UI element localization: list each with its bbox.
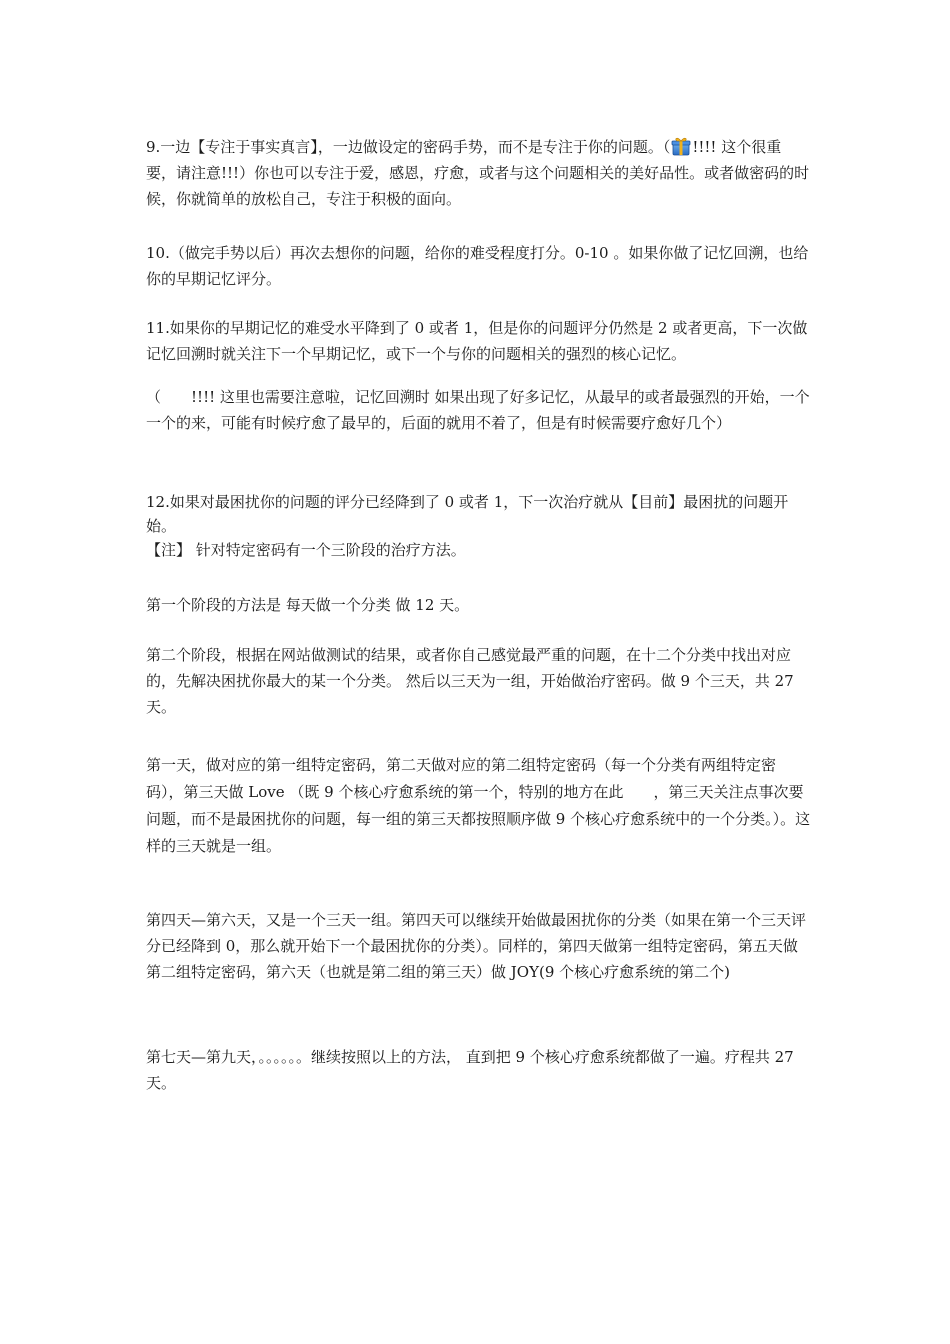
paragraph-stage-2: 第二个阶段，根据在网站做测试的结果，或者你自己感觉最严重的问题，在十二个分类中找出对应的，先解决困扰你最大的某一个分类。 然后以三天为一组，开始做治疗密码。做 9 个三天，共 27 天。 <box>146 646 794 716</box>
paragraph-step-10: 10.（做完手势以后）再次去想你的问题，给你的难受程度打分。0-10 。如果你做了记忆回溯，也给你的早期记忆评分。 <box>146 244 809 288</box>
memory-note-text: !!!! 这里也需要注意啦，记忆回溯时 如果出现了好多记忆，从最早的或者最强烈的开始，一个一个的来，可能有时候疗愈了最早的，后面的就用不着了，但是有时候需要疗愈好几个） <box>146 388 810 432</box>
memory-note-open-paren: （ <box>146 388 162 406</box>
step-9-text-start: 9.一边【专注于事实真言】，一边做设定的密码手势，而不是专注于你的问题。（ <box>146 138 671 156</box>
day-1-text-start: 第一天，做对应的第一组特定密码，第二天做对应的第二组特定密码（每一个分类有两组特定密码），第三天做 Love （既 9 个核心疗愈系统的第一个，特别的地方在此 <box>146 756 777 801</box>
paragraph-step-9 <box>146 134 811 212</box>
paragraph-step-11: 11.如果你的早期记忆的难受水平降到了 0 或者 1，但是你的问题评分仍然是 2 或者更高，下一次做记忆回溯时就关注下一个早期记忆，或下一个与你的问题相关的强烈的核心记忆。 <box>146 319 808 363</box>
paragraph-day-1 <box>146 752 811 860</box>
paragraph-memory-note <box>146 384 811 436</box>
paragraph-stage-1: 第一个阶段的方法是 每天做一个分类 做 12 天。 <box>146 596 470 614</box>
step-9-text-end: !!!! 这个很重要，请注意!!!）你也可以专注于爱，感恩，疗愈，或者与这个问题相关的美好品性。或者做密码的时候，你就简单的放松自己，专注于积极的面向。 <box>146 138 810 208</box>
paragraph-annotation: 【注】 针对特定密码有一个三阶段的治疗方法。 <box>146 541 466 559</box>
gift-icon <box>671 136 691 156</box>
paragraph-day-4: 第四天—第六天，又是一个三天一组。第四天可以继续开始做最困扰你的分类（如果在第一个三天评分已经降到 0，那么就开始下一个最困扰你的分类）。同样的，第四天做第一组特定密码，第五天做第二组特定密码，第六天（也就是第二组的第三天）做 JOY(9 个核心疗愈系统的第二个) <box>146 911 807 981</box>
day-1-text-end: ，第三天关注点事次要问题，而不是最困扰你的问题，每一组的第三天都按照顺序做 9 个核心疗愈系统中的一个分类。）。这样的三天就是一组。 <box>146 783 811 855</box>
paragraph-step-12: 12.如果对最困扰你的问题的评分已经降到了 0 或者 1，下一次治疗就从【目前】最困扰的问题开始。 <box>146 493 789 535</box>
paragraph-day-7: 第七天—第九天，。。。。。。继续按照以上的方法， 直到把 9 个核心疗愈系统都做了一遍。疗程共 27 天。 <box>146 1048 794 1092</box>
